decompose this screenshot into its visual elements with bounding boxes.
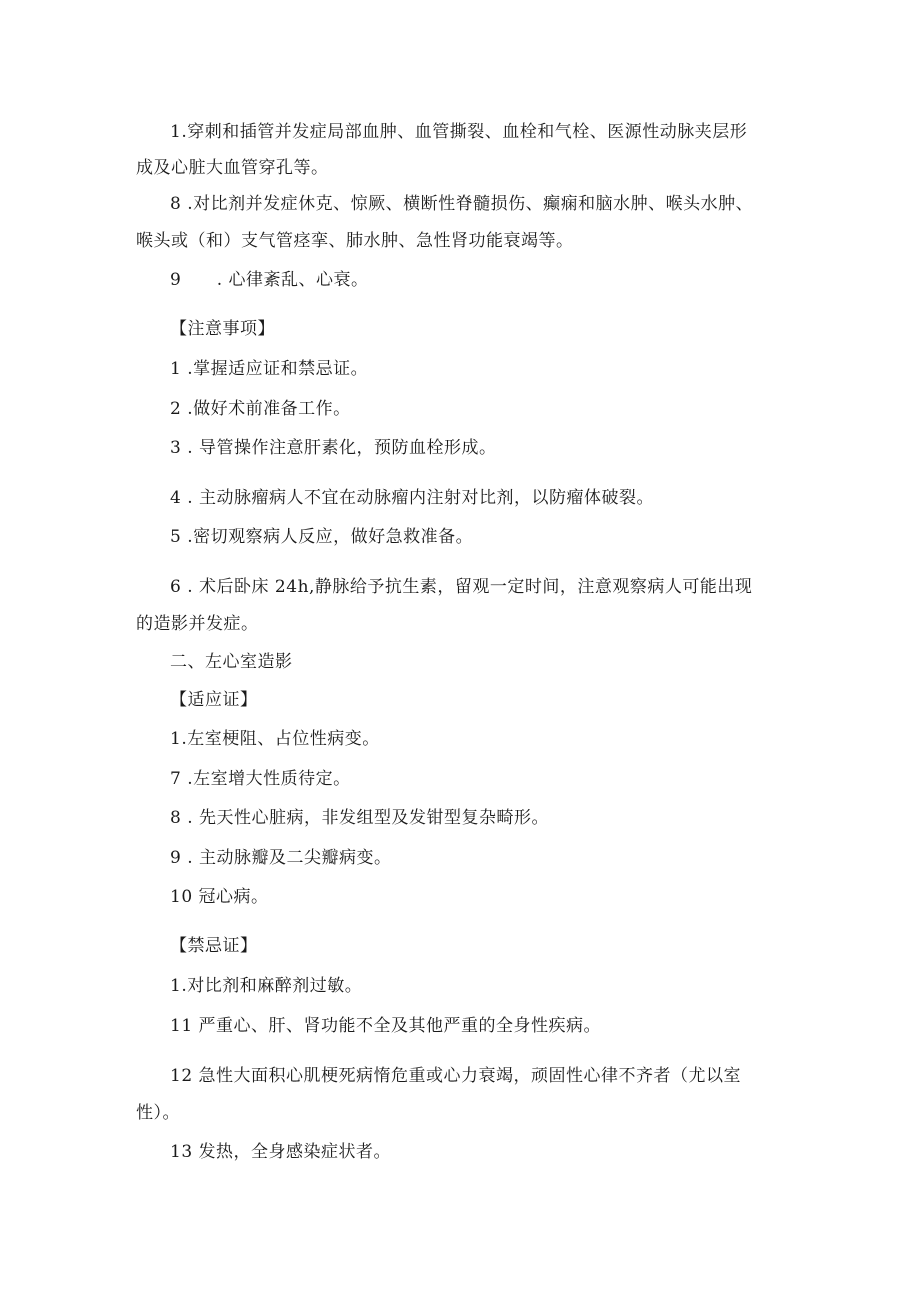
precaution-item-6-line-1: 6 . 术后卧床 24h,静脉给予抗生素，留观一定时间，注意观察病人可能出现: [170, 577, 753, 597]
complication-item-8-line-1: 8 .对比剂并发症休克、惊厥、横断性脊髓损伤、癫痫和脑水肿、喉头水肿、: [170, 194, 754, 214]
indication-item-9: 9 . 主动脉瓣及二尖瓣病变。: [170, 848, 392, 868]
complication-item-1-line-2: 成及心脏大血管穿孔等。: [136, 158, 329, 178]
section-heading-contraindications: 【禁忌证】: [170, 936, 258, 956]
complication-item-1-line-1: 1.穿刺和插管并发症局部血肿、血管撕裂、血栓和气栓、医源性动脉夹层形: [170, 122, 748, 142]
precaution-item-1: 1 .掌握适应证和禁忌证。: [170, 359, 369, 379]
indication-item-10: 10 冠心病。: [170, 887, 269, 907]
indication-item-8: 8 . 先天性心脏病，非发组型及发钳型复杂畸形。: [170, 808, 550, 828]
section-title-left-ventriculography: 二、左心室造影: [170, 652, 293, 672]
complication-item-9: 9 . 心律紊乱、心衰。: [170, 270, 369, 290]
contraindication-item-1: 1.对比剂和麻醉剂过敏。: [170, 976, 363, 996]
precaution-item-6-line-2: 的造影并发症。: [136, 614, 259, 634]
complication-item-8-line-2: 喉头或（和）支气管痉挛、肺水肿、急性肾功能衰竭等。: [136, 231, 574, 251]
indication-item-1: 1.左室梗阻、占位性病变。: [170, 729, 380, 749]
precaution-item-4: 4 . 主动脉瘤病人不宜在动脉瘤内注射对比剂，以防瘤体破裂。: [170, 488, 655, 508]
precaution-item-5: 5 .密切观察病人反应，做好急救准备。: [170, 527, 474, 547]
contraindication-item-12-line-1: 12 急性大面积心肌梗死病惰危重或心力衰竭，顽固性心律不齐者（尤以室: [170, 1066, 742, 1086]
section-heading-precautions: 【注意事项】: [170, 319, 275, 339]
contraindication-item-11: 11 严重心、肝、肾功能不全及其他严重的全身性疾病。: [170, 1016, 602, 1036]
section-heading-indications: 【适应证】: [170, 690, 258, 710]
contraindication-item-13: 13 发热，全身感染症状者。: [170, 1142, 392, 1162]
contraindication-item-12-line-2: 性）。: [136, 1103, 180, 1123]
precaution-item-3: 3 . 导管操作注意肝素化，预防血栓形成。: [170, 438, 497, 458]
indication-item-7: 7 .左室增大性质待定。: [170, 769, 351, 789]
precaution-item-2: 2 .做好术前准备工作。: [170, 399, 351, 419]
